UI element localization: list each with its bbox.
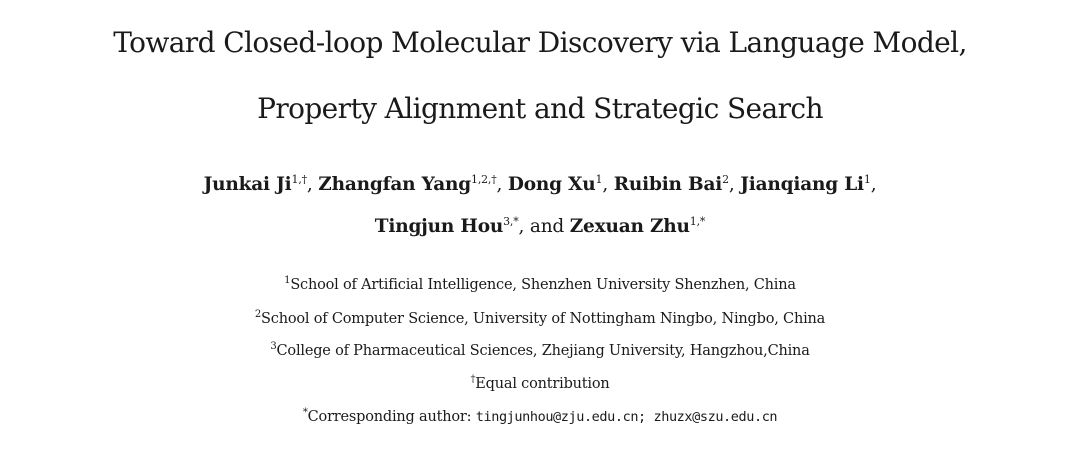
author-name: Junkai Ji	[203, 174, 292, 195]
affiliation-text: School of Computer Science, University of Nottingham Ningbo, Ningbo, China	[261, 311, 826, 327]
author-affiliation-mark: 1,*	[689, 215, 706, 228]
author	[318, 174, 496, 195]
author-separator: ,	[496, 174, 508, 195]
affiliation-mark: 1	[284, 275, 291, 286]
affiliation-text: College of Pharmaceutical Sciences, Zhejiang University, Hangzhou,China	[276, 343, 810, 359]
equal-contribution-note	[0, 376, 1080, 392]
author-separator: ,	[602, 174, 614, 195]
author	[740, 174, 870, 195]
affiliation-mark: 2	[254, 309, 262, 320]
author-affiliation-mark: 1	[863, 173, 871, 186]
paper-title-line-2: Property Alignment and Strategic Search	[257, 92, 823, 125]
author-separator: ,	[728, 174, 741, 195]
author	[614, 174, 729, 195]
author-name: Zexuan Zhu	[569, 216, 690, 237]
affiliation-text: School of Artificial Intelligence, Shenzhen University Shenzhen, China	[290, 277, 796, 293]
affiliation	[0, 277, 1080, 293]
author-affiliation-mark: 1,2,†	[471, 173, 497, 186]
affiliation-mark: †	[470, 374, 476, 385]
author-affiliation-mark: 1,†	[291, 173, 307, 186]
author-name: Dong Xu	[507, 174, 596, 195]
affiliation	[0, 311, 1080, 327]
author-separator: , and	[518, 216, 570, 237]
author	[375, 216, 519, 237]
author-separator: ,	[870, 174, 877, 195]
author-list-line-2	[0, 216, 1080, 237]
paper-title-line-1: Toward Closed-loop Molecular Discovery via Language Model,	[113, 26, 967, 59]
author	[508, 174, 602, 195]
corresponding-label: Corresponding author:	[307, 409, 476, 425]
affiliation-mark: 3	[270, 341, 277, 352]
author-name: Tingjun Hou	[374, 216, 504, 237]
author-name: Zhangfan Yang	[318, 174, 472, 195]
corresponding-author-note	[0, 409, 1080, 425]
author-name: Jianqiang Li	[740, 174, 864, 195]
author	[570, 216, 705, 237]
author-separator: ,	[306, 174, 319, 195]
author-affiliation-mark: 2	[722, 173, 729, 186]
author	[204, 174, 307, 195]
author-affiliation-mark: 1	[595, 173, 603, 186]
author-affiliation-mark: 3,*	[503, 215, 519, 228]
affiliation-text: Equal contribution	[475, 376, 610, 392]
affiliation	[0, 343, 1080, 359]
author-list-line-1	[0, 174, 1080, 195]
corresponding-emails[interactable]: tingjunhou@zju.edu.cn; zhuzx@szu.edu.cn	[475, 409, 778, 425]
author-name: Ruibin Bai	[613, 174, 723, 195]
corresponding-mark: *	[302, 407, 308, 418]
